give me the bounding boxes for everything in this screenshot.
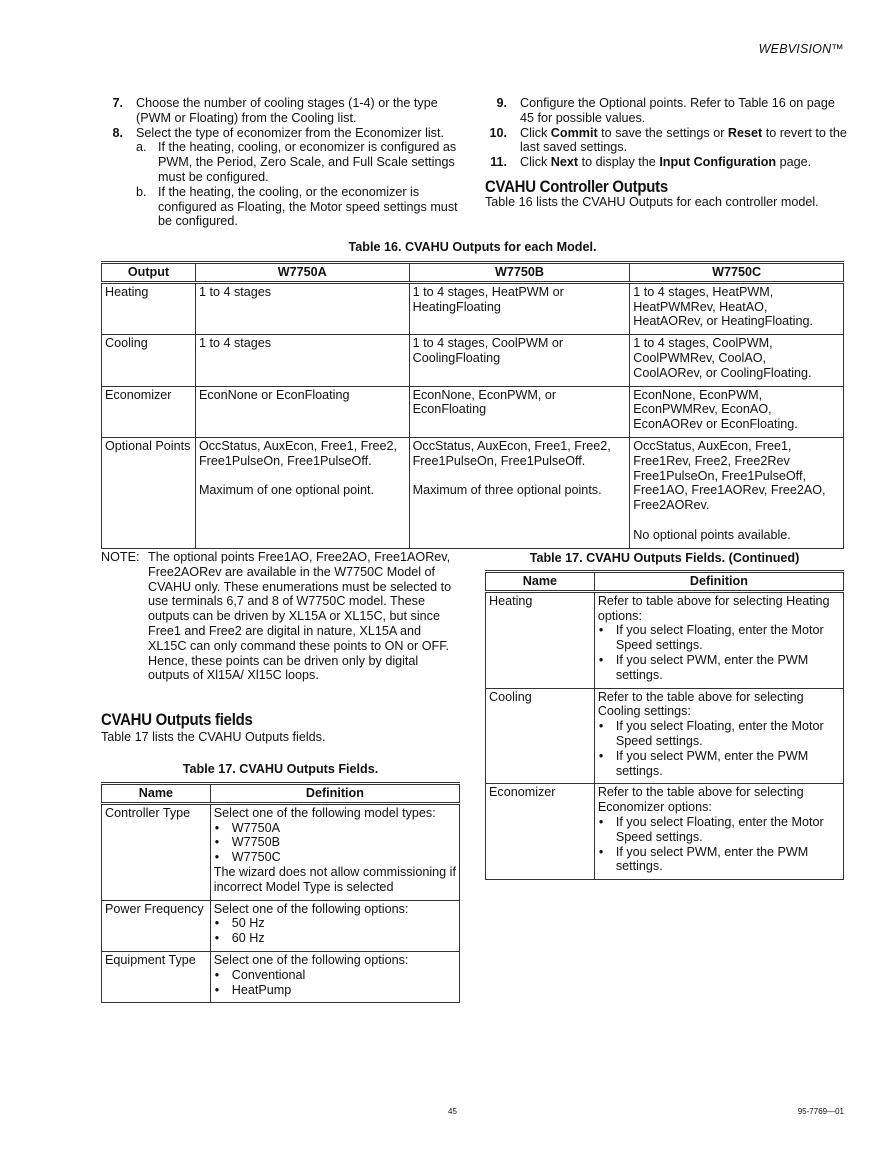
column-header: Definition <box>210 784 459 804</box>
reset-keyword: Reset <box>727 125 763 140</box>
field-definition-cell <box>594 591 843 688</box>
blank-line <box>633 513 840 528</box>
model-value-cell <box>409 437 630 548</box>
section-text: Table 17 lists the CVAHU Outputs fields. <box>101 729 326 744</box>
bullet-item: • 60 Hz <box>214 931 456 946</box>
cell-line: EconAORev or EconFloating. <box>633 417 798 432</box>
cell-line: Free2AORev. <box>633 498 710 513</box>
output-name-cell: Optional Points <box>102 437 196 548</box>
substep-label: a. <box>136 140 147 155</box>
field-definition-cell <box>594 688 843 784</box>
outputs-table <box>101 261 844 549</box>
cell-line: OccStatus, AuxEcon, Free1, <box>633 438 792 453</box>
column-header: Name <box>102 784 211 804</box>
step-text: to revert to the last saved settings. <box>520 125 847 155</box>
column-header: W7750B <box>409 263 630 283</box>
step-text: to save the settings or <box>597 125 728 140</box>
outputs-fields-continued-table <box>485 570 844 880</box>
bullet-item: • W7750B <box>214 835 456 850</box>
step-number: 11. <box>490 155 507 170</box>
field-name-cell: Heating <box>486 591 595 688</box>
bullet-item: • 50 Hz <box>214 916 456 931</box>
step-text: to display the <box>578 155 660 170</box>
field-name-cell: Cooling <box>486 688 595 784</box>
bullet-list <box>214 916 456 946</box>
step-item <box>101 126 463 230</box>
step-text: Choose the number of cooling stages (1-4) or the type (PWM or Floating) from the Cooling list. <box>136 96 438 125</box>
substep-label: b. <box>136 184 147 199</box>
steps-right <box>485 96 847 210</box>
table-row <box>102 282 844 334</box>
definition-note: The wizard does not allow commissioning if incorrect Model Type is selected <box>213 864 456 894</box>
cell-line: Free1AO, Free1AORev, Free2AO, <box>633 483 826 498</box>
bullet-item: • If you select Floating, enter the Motor Speed settings. <box>598 815 840 845</box>
output-name-cell: Economizer <box>102 386 196 437</box>
section-outputs-fields <box>101 710 463 745</box>
page-number: 45 <box>448 1107 457 1116</box>
model-value-cell <box>195 386 409 437</box>
cell-line: EconFloating <box>412 402 487 417</box>
model-value-cell <box>409 335 630 386</box>
step-number: 7. <box>112 96 123 110</box>
bullet-item: • If you select PWM, enter the PWM settings. <box>598 845 840 875</box>
steps-left <box>101 96 463 229</box>
field-name-cell: Controller Type <box>102 803 211 900</box>
bullet-item: • If you select PWM, enter the PWM settings. <box>598 653 840 683</box>
step-item <box>485 96 847 126</box>
cell-line: 1 to 4 stages, HeatPWM or <box>412 284 564 299</box>
step-text: Configure the Optional points. Refer to Table 16 on page 45 for possible values. <box>520 96 835 125</box>
model-value-cell <box>630 282 844 334</box>
input-configuration-keyword: Input Configuration <box>659 155 777 170</box>
model-value-cell <box>409 282 630 334</box>
section-heading: CVAHU Controller Outputs <box>485 176 668 196</box>
step-item <box>485 126 847 156</box>
field-definition-cell <box>594 784 843 880</box>
table-caption: Table 16. CVAHU Outputs for each Model. <box>348 240 597 254</box>
column-header: Definition <box>594 572 843 592</box>
table-header-row <box>102 263 844 283</box>
table-row <box>102 900 460 951</box>
commit-keyword: Commit <box>550 125 598 140</box>
cell-line: 1 to 4 stages <box>198 336 272 351</box>
step-number: 10. <box>489 125 507 140</box>
cell-line: Maximum of three optional points. <box>412 483 602 498</box>
step-item <box>101 96 463 126</box>
model-value-cell <box>630 437 844 548</box>
bullet-item: • HeatPump <box>214 983 456 998</box>
bullet-list <box>214 968 456 998</box>
cell-line: No optional points available. <box>633 527 791 542</box>
cell-line: HeatPWMRev, HeatAO, <box>633 299 768 314</box>
bullet-item: • W7750A <box>214 821 456 836</box>
cell-line: 1 to 4 stages, HeatPWM, <box>633 284 774 299</box>
table-row <box>102 386 844 437</box>
column-header: W7750A <box>195 263 409 283</box>
substep-item <box>136 140 463 184</box>
cell-line: OccStatus, AuxEcon, Free1, Free2, <box>412 438 611 453</box>
cell-line: CoolAORev, or CoolingFloating. <box>633 365 812 380</box>
document-number: 95-7769—01 <box>797 1107 844 1116</box>
note-text: The optional points Free1AO, Free2AO, Free1AORev, Free2AORev are available in the W7750C Model of CVAHU only. These enumerations must be selected to use terminals 6,7 and 8 of W7750C model. These outputs can be driven by XL15A or XL15C, but since Free1 and Free2 are digital in nature, XL15A and XL15C can only command these points to ON or OFF. Hence, these points can be driven only by digital outputs of Xl15A/ Xl15C loops. <box>148 550 452 683</box>
substep-text: If the heating, the cooling, or the economizer is configured as Floating, the Motor speed settings must be configured. <box>158 184 458 229</box>
bullet-item: • If you select PWM, enter the PWM settings. <box>598 749 840 779</box>
table-header-row <box>486 572 844 592</box>
section-heading: CVAHU Outputs fields <box>101 710 253 729</box>
field-name-cell: Equipment Type <box>102 951 211 1002</box>
bullet-item: • If you select Floating, enter the Motor Speed settings. <box>598 623 840 653</box>
field-name-cell: Economizer <box>486 784 595 880</box>
table-row <box>102 437 844 548</box>
substep-text: If the heating, cooling, or economizer is configured as PWM, the Period, Zero Scale, and Full Scale settings must be configured. <box>158 140 457 184</box>
step-number: 9. <box>496 96 507 110</box>
step-text: Click <box>520 155 551 170</box>
cell-line: CoolingFloating <box>412 350 501 365</box>
cell-line: Free1PulseOn, Free1PulseOff. <box>198 453 372 468</box>
section-text: Table 16 lists the CVAHU Outputs for each controller model. <box>485 194 819 209</box>
column-header: Output <box>102 263 196 283</box>
field-definition-cell <box>210 951 459 1002</box>
column-header: Name <box>486 572 595 592</box>
table-row <box>102 951 460 1002</box>
table-row <box>486 784 844 880</box>
bullet-list <box>214 821 456 865</box>
model-value-cell <box>409 386 630 437</box>
output-name-cell: Heating <box>102 282 196 334</box>
bullet-list <box>598 719 840 778</box>
bullet-item: • Conventional <box>214 968 456 983</box>
bullet-item: • If you select Floating, enter the Motor Speed settings. <box>598 719 840 749</box>
table-caption: Table 17. CVAHU Outputs Fields. (Continued) <box>529 551 800 565</box>
step-item <box>485 155 847 170</box>
field-definition-cell <box>210 803 459 900</box>
table-row <box>102 803 460 900</box>
field-name-cell: Power Frequency <box>102 900 211 951</box>
step-number: 8. <box>112 125 123 140</box>
cell-line: Free1PulseOn, Free1PulseOff. <box>412 453 586 468</box>
cell-line: Maximum of one optional point. <box>198 483 374 498</box>
document-header: WEBVISION™ <box>758 42 844 56</box>
cell-line: 1 to 4 stages, CoolPWM or <box>412 336 564 351</box>
definition-intro: Refer to table above for selecting Heating options: <box>597 593 830 623</box>
bullet-list <box>598 815 840 874</box>
definition-intro: Select one of the following options: <box>213 901 409 916</box>
model-value-cell <box>195 282 409 334</box>
output-name-cell: Cooling <box>102 335 196 386</box>
step-text: Select the type of economizer from the Economizer list. <box>136 125 444 140</box>
column-header: W7750C <box>630 263 844 283</box>
substep-item <box>136 185 463 229</box>
step-text: page. <box>776 155 812 170</box>
note-block <box>101 550 463 683</box>
field-definition-cell <box>210 900 459 951</box>
cell-line: EconNone or EconFloating <box>198 387 350 402</box>
cell-line: 1 to 4 stages <box>198 284 272 299</box>
cell-line: EconPWMRev, EconAO, <box>633 402 772 417</box>
model-value-cell <box>195 437 409 548</box>
table-row <box>486 591 844 688</box>
definition-intro: Refer to the table above for selecting Economizer options: <box>597 785 804 815</box>
cell-line: Free1Rev, Free2, Free2Rev <box>633 453 790 468</box>
cell-line: Free1PulseOn, Free1PulseOff, <box>633 468 806 483</box>
cell-line: CoolPWMRev, CoolAO, <box>633 350 767 365</box>
blank-line <box>199 469 406 484</box>
cell-line: EconNone, EconPWM, <box>633 387 763 402</box>
cell-line: 1 to 4 stages, CoolPWM, <box>633 336 773 351</box>
cell-line: OccStatus, AuxEcon, Free1, Free2, <box>198 438 398 453</box>
bullet-list <box>598 623 840 682</box>
cell-line: HeatAORev, or HeatingFloating. <box>633 314 813 329</box>
definition-intro: Refer to the table above for selecting Cooling settings: <box>597 689 804 719</box>
table-header-row <box>102 784 460 804</box>
table-row <box>486 688 844 784</box>
note-label: NOTE: <box>101 550 140 564</box>
step-text: Click <box>520 125 551 140</box>
table-caption: Table 17. CVAHU Outputs Fields. <box>182 762 379 776</box>
bullet-item: • W7750C <box>214 850 456 865</box>
next-keyword: Next <box>550 155 579 170</box>
model-value-cell <box>630 335 844 386</box>
model-value-cell <box>195 335 409 386</box>
definition-intro: Select one of the following model types: <box>213 805 436 820</box>
table-row <box>102 335 844 386</box>
blank-line <box>413 469 627 484</box>
definition-intro: Select one of the following options: <box>213 952 409 967</box>
model-value-cell <box>630 386 844 437</box>
outputs-fields-table <box>101 782 460 1003</box>
cell-line: EconNone, EconPWM, or <box>412 387 557 402</box>
cell-line: HeatingFloating <box>412 299 501 314</box>
